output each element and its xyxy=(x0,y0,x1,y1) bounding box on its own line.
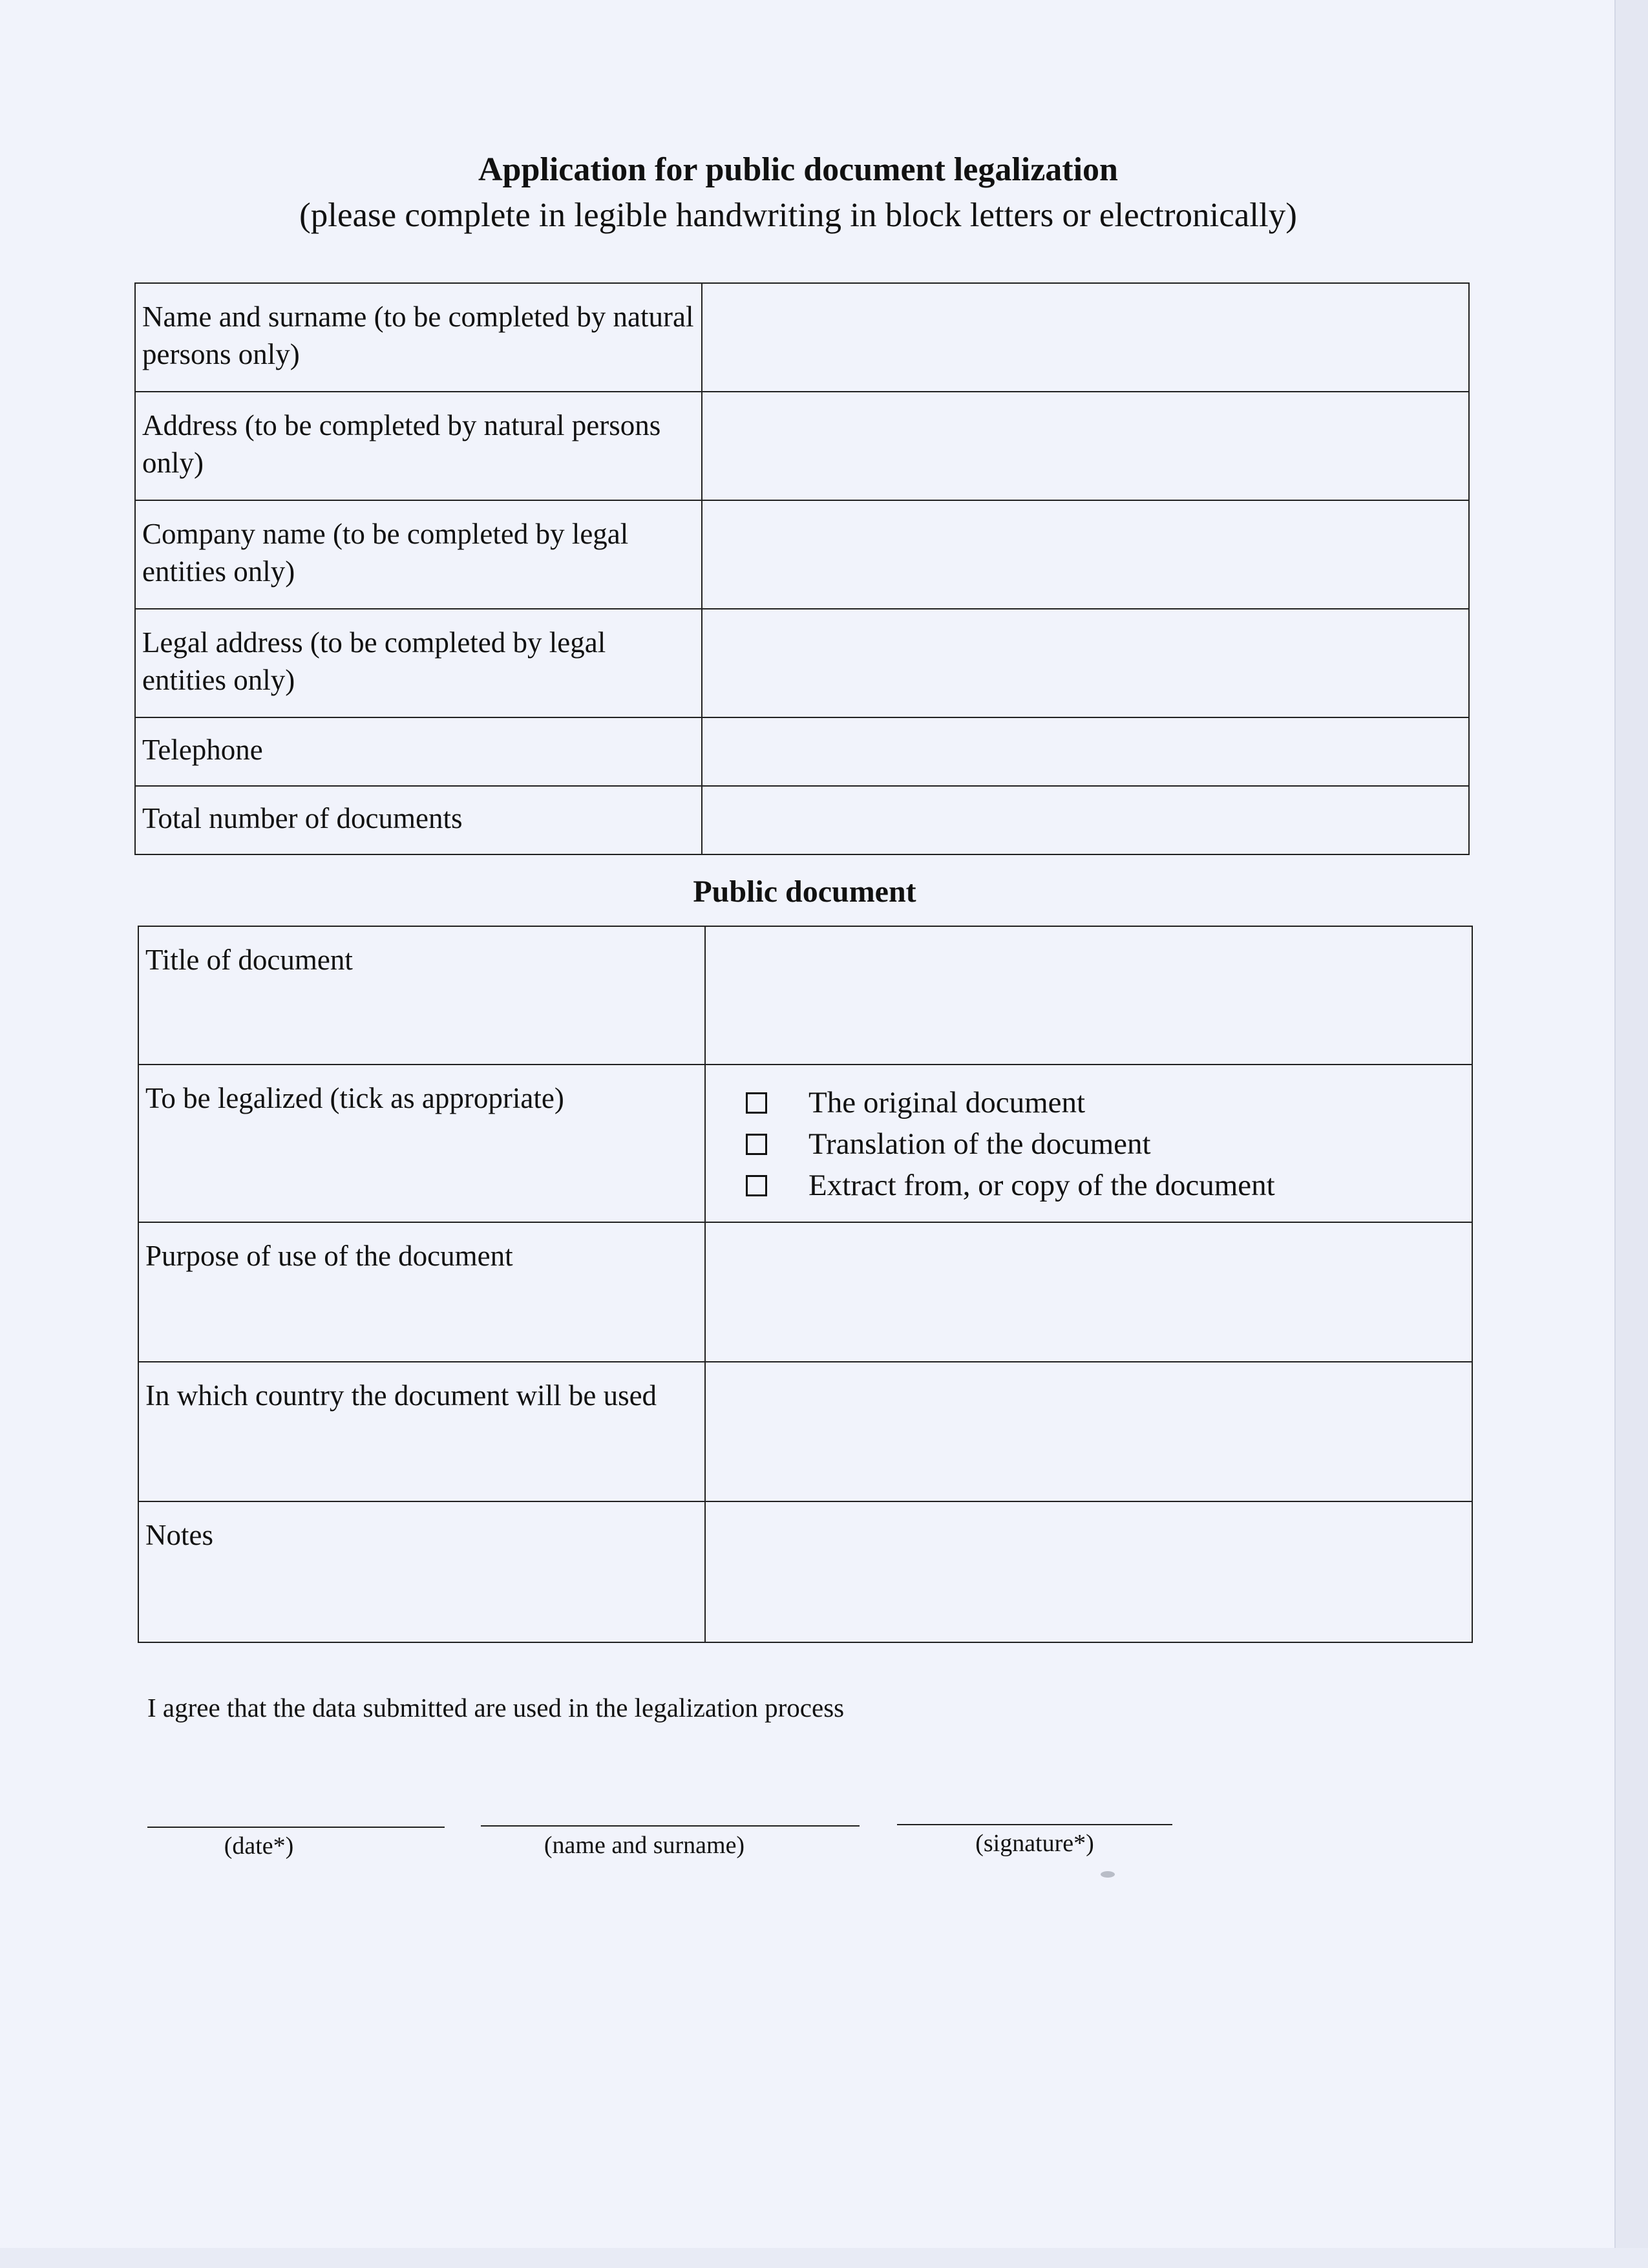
address-label: Address (to be completed by natural persons only) xyxy=(135,392,702,500)
notes-label: Notes xyxy=(138,1501,705,1642)
legal-address-label: Legal address (to be completed by legal entities only) xyxy=(135,609,702,717)
name-surname-line[interactable] xyxy=(481,1825,860,1827)
public-document-heading: Public document xyxy=(693,874,916,909)
applicant-table xyxy=(134,282,1470,855)
form-title: Application for public document legalization xyxy=(478,151,1118,188)
table-row xyxy=(138,1065,1472,1222)
ink-smudge xyxy=(1101,1871,1115,1878)
option-label: Translation of the document xyxy=(808,1127,1151,1161)
country-field[interactable] xyxy=(705,1362,1472,1501)
name-surname-label: Name and surname (to be completed by natural persons only) xyxy=(135,283,702,392)
table-row xyxy=(135,500,1469,609)
telephone-field[interactable] xyxy=(702,717,1469,786)
table-row xyxy=(138,926,1472,1065)
purpose-label: Purpose of use of the document xyxy=(138,1222,705,1362)
option-original-document[interactable] xyxy=(746,1082,1472,1123)
option-label: Extract from, or copy of the document xyxy=(808,1169,1275,1202)
option-extract-copy[interactable] xyxy=(746,1165,1472,1206)
name-surname-sign-label: (name and surname) xyxy=(544,1832,745,1859)
table-row xyxy=(135,283,1469,392)
table-row xyxy=(135,609,1469,717)
table-row xyxy=(138,1501,1472,1642)
option-label: The original document xyxy=(808,1086,1086,1119)
name-surname-field[interactable] xyxy=(702,283,1469,392)
date-label: (date*) xyxy=(224,1832,294,1860)
table-row xyxy=(138,1362,1472,1501)
legalize-options-cell xyxy=(705,1065,1472,1222)
table-row xyxy=(135,392,1469,500)
company-name-label: Company name (to be completed by legal entities only) xyxy=(135,500,702,609)
notes-field[interactable] xyxy=(705,1501,1472,1642)
company-name-field[interactable] xyxy=(702,500,1469,609)
table-row xyxy=(138,1222,1472,1362)
table-row xyxy=(135,717,1469,786)
consent-statement: I agree that the data submitted are used in the legalization process xyxy=(147,1693,845,1722)
checkbox-icon[interactable] xyxy=(746,1092,767,1114)
legalize-options-list xyxy=(706,1065,1472,1206)
date-line[interactable] xyxy=(147,1827,445,1828)
page-edge-right xyxy=(1614,0,1648,2268)
legal-address-field[interactable] xyxy=(702,609,1469,717)
form-subtitle: (please complete in legible handwriting in block letters or electronically) xyxy=(299,196,1297,234)
checkbox-icon[interactable] xyxy=(746,1175,767,1196)
signature-line[interactable] xyxy=(897,1824,1172,1825)
document-title-label: Title of document xyxy=(138,926,705,1065)
document-count-field[interactable] xyxy=(702,786,1469,854)
option-translation[interactable] xyxy=(746,1123,1472,1165)
document-title-field[interactable] xyxy=(705,926,1472,1065)
page-edge-bottom xyxy=(0,2248,1648,2268)
address-field[interactable] xyxy=(702,392,1469,500)
country-label: In which country the document will be used xyxy=(138,1362,705,1501)
table-row xyxy=(135,786,1469,854)
signature-label: (signature*) xyxy=(975,1830,1094,1857)
document-count-label: Total number of documents xyxy=(135,786,702,854)
checkbox-icon[interactable] xyxy=(746,1134,767,1155)
legalize-type-label: To be legalized (tick as appropriate) xyxy=(138,1065,705,1222)
telephone-label: Telephone xyxy=(135,717,702,786)
public-document-table xyxy=(138,926,1473,1643)
purpose-field[interactable] xyxy=(705,1222,1472,1362)
